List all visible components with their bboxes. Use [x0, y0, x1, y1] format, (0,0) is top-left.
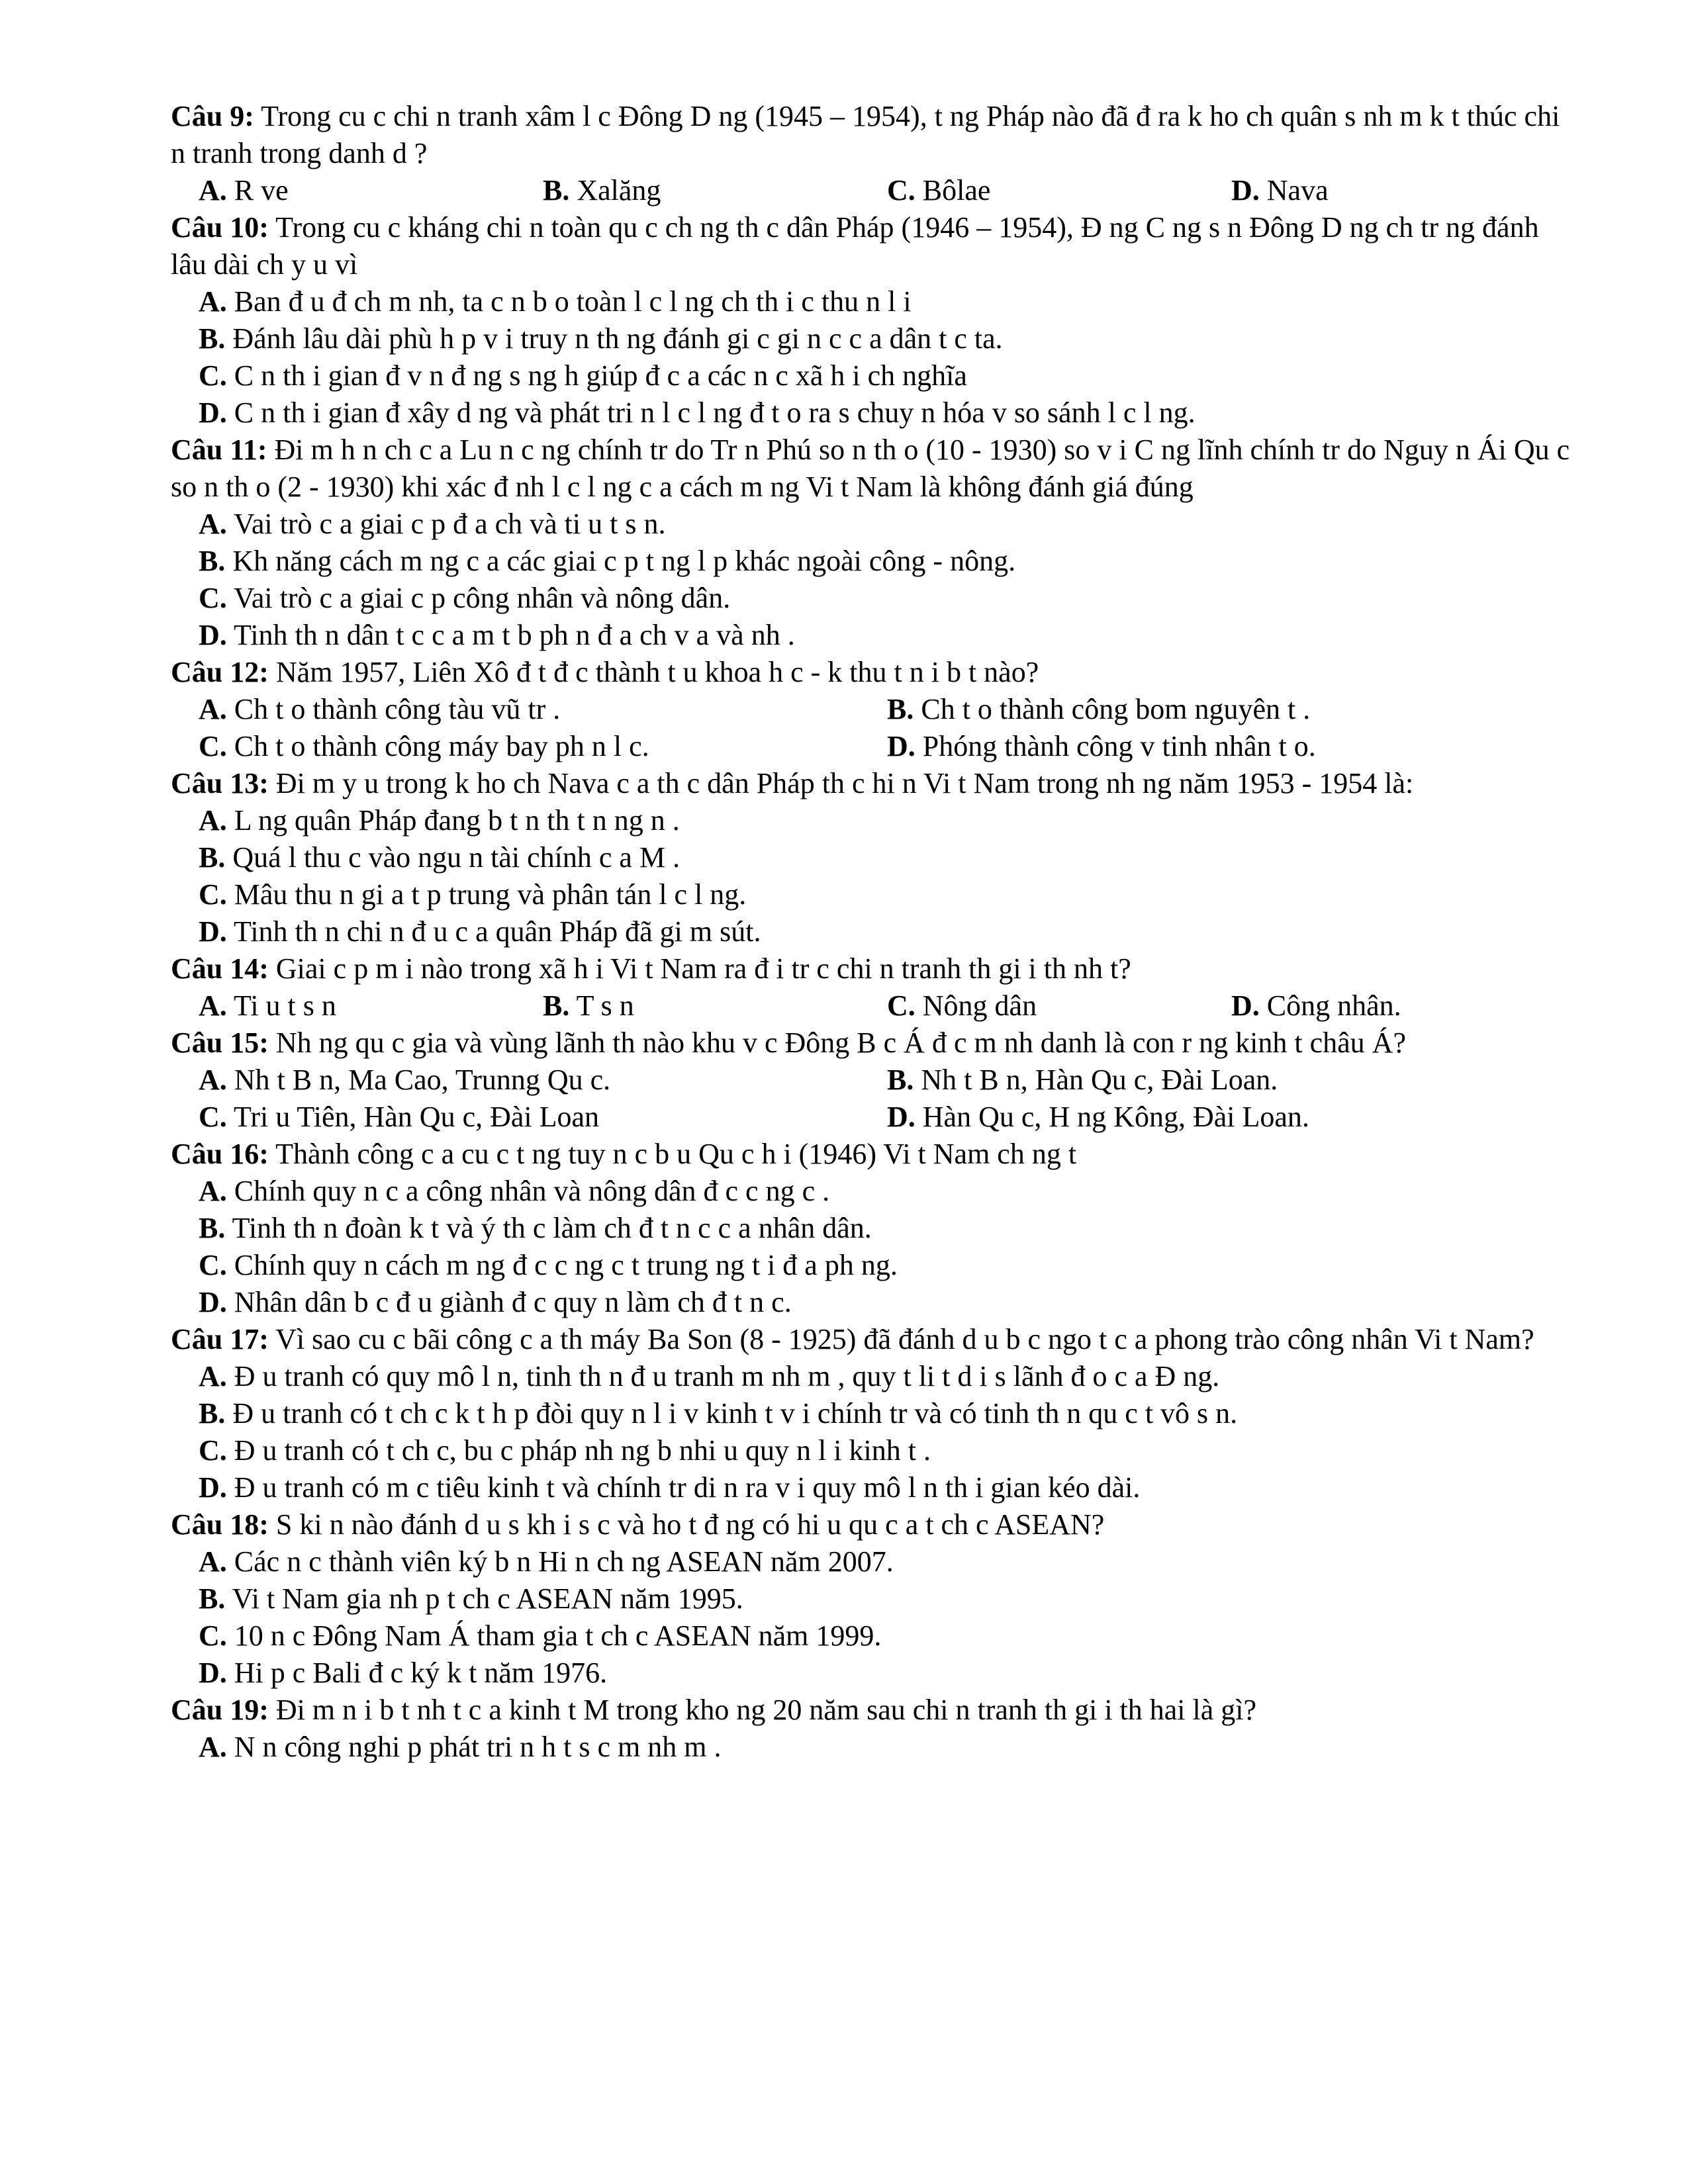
question-label: Câu 19:	[171, 1694, 269, 1726]
answer-option	[199, 1657, 607, 1689]
options-row	[199, 913, 1581, 950]
answer-option	[199, 1212, 872, 1244]
question-label: Câu 18:	[171, 1508, 269, 1541]
option-letter: A.	[199, 1545, 227, 1578]
option-text: Vai trò c a giai c p công nhân và nông dân.	[234, 582, 731, 614]
options-row	[199, 506, 1581, 543]
option-letter: A.	[199, 693, 227, 725]
answer-option	[199, 172, 543, 209]
option-text: Ch t o thành công bom nguyên t .	[921, 693, 1311, 725]
option-letter: B.	[199, 322, 226, 355]
option-letter: C.	[199, 730, 227, 762]
option-text: Kh năng cách m ng c a các giai c p t ng l p khác ngoài công - nông.	[232, 545, 1016, 577]
question-10	[171, 209, 1581, 432]
option-text: Đ u tranh có t ch c k t h p đòi quy n l i v kinh t v i chính tr và có tinh th n qu c t vô s n.	[232, 1397, 1238, 1430]
options-row	[199, 1543, 1581, 1580]
answer-options	[171, 1062, 1581, 1136]
question-stem	[171, 1506, 1581, 1543]
question-text: Trong cu c kháng chi n toàn qu c ch ng th c dân Pháp (1946 – 1954), Đ ng C ng s n Đông D ng ch tr ng đánh lâu dài ch y u vì	[171, 211, 1539, 281]
option-letter: C.	[887, 989, 915, 1022]
option-text: R ve	[234, 174, 289, 206]
option-text: Nhân dân b c đ u giành đ c quy n làm ch đ t n c.	[234, 1286, 792, 1318]
answer-option	[1231, 172, 1329, 209]
question-stem	[171, 1024, 1581, 1062]
option-text: C n th i gian đ v n đ ng s ng h giúp đ c a các n c xã h i ch nghĩa	[234, 359, 967, 392]
answer-options	[171, 172, 1581, 209]
answer-option	[199, 1360, 1219, 1392]
option-text: Đ u tranh có t ch c, bu c pháp nh ng b nhi u quy n l i kinh t .	[234, 1434, 931, 1467]
answer-option	[199, 396, 1196, 429]
question-text: Đi m n i b t nh t c a kinh t M trong kho ng 20 năm sau chi n tranh th gi i th hai là gì?	[275, 1694, 1257, 1726]
options-row	[199, 876, 1581, 913]
answer-option	[199, 987, 543, 1024]
option-letter: D.	[199, 396, 227, 429]
option-text: Ban đ u đ ch m nh, ta c n b o toàn l c l ng ch th i c thu n l i	[234, 285, 912, 318]
option-letter: B.	[199, 1212, 226, 1244]
question-stem	[171, 98, 1581, 172]
answer-option	[543, 172, 887, 209]
option-letter: D.	[199, 619, 227, 651]
option-text: C n th i gian đ xây d ng và phát tri n l c l ng đ t o ra s chuy n hóa v so sánh l c l ng.	[234, 396, 1196, 429]
question-stem	[171, 1321, 1581, 1358]
options-row	[199, 728, 1581, 765]
answer-option	[199, 619, 795, 651]
answer-option	[887, 728, 1316, 765]
question-label: Câu 10:	[171, 211, 269, 244]
question-text: S ki n nào đánh d u s kh i s c và ho t đ ng có hi u qu c a t ch c ASEAN?	[275, 1508, 1105, 1541]
option-letter: B.	[199, 841, 226, 874]
answer-option	[199, 1619, 881, 1652]
option-letter: D.	[199, 915, 227, 948]
option-text: Hàn Qu c, H ng Kông, Đài Loan.	[922, 1101, 1309, 1133]
option-letter: C.	[887, 174, 915, 206]
answer-option	[199, 878, 746, 911]
options-row	[199, 357, 1581, 394]
question-label: Câu 9:	[171, 100, 254, 132]
option-letter: B.	[543, 989, 570, 1022]
answer-options	[171, 1358, 1581, 1506]
options-row	[199, 1173, 1581, 1210]
options-row	[199, 1395, 1581, 1432]
options-row	[199, 320, 1581, 357]
answer-option	[199, 1434, 931, 1467]
question-text: Trong cu c chi n tranh xâm l c Đông D ng (1945 – 1954), t ng Pháp nào đã đ ra k ho ch quân s nh m k t thúc chi n tranh trong danh d ?	[171, 100, 1560, 169]
answer-option	[199, 915, 761, 948]
options-row	[199, 1617, 1581, 1655]
option-text: 10 n c Đông Nam Á tham gia t ch c ASEAN năm 1999.	[234, 1619, 882, 1652]
option-letter: C.	[199, 359, 227, 392]
question-19	[171, 1692, 1581, 1766]
options-row	[199, 1432, 1581, 1469]
answer-option	[199, 1062, 887, 1099]
answer-options	[171, 1543, 1581, 1692]
option-letter: D.	[887, 730, 915, 762]
option-text: Nh t B n, Hàn Qu c, Đài Loan.	[921, 1064, 1278, 1096]
answer-option	[1231, 987, 1401, 1024]
answer-option	[199, 1471, 1140, 1504]
options-row	[199, 617, 1581, 654]
option-text: Vai trò c a giai c p đ a ch và ti u t s n.	[234, 508, 666, 540]
options-row	[199, 987, 1581, 1024]
options-row	[199, 580, 1581, 617]
option-text: Nava	[1266, 174, 1329, 206]
option-letter: D.	[199, 1471, 227, 1504]
question-label: Câu 13:	[171, 767, 269, 799]
option-text: Mâu thu n gi a t p trung và phân tán l c l ng.	[234, 878, 747, 911]
options-row	[199, 1099, 1581, 1136]
question-9	[171, 98, 1581, 209]
option-letter: D.	[199, 1657, 227, 1689]
answer-options	[171, 283, 1581, 432]
question-11	[171, 432, 1581, 654]
question-label: Câu 16:	[171, 1138, 269, 1170]
answer-option	[199, 1249, 898, 1281]
option-text: Đ u tranh có m c tiêu kinh t và chính tr di n ra v i quy mô l n th i gian kéo dài.	[234, 1471, 1141, 1504]
option-text: Ch t o thành công máy bay ph n l c.	[234, 730, 649, 762]
answer-option	[887, 987, 1231, 1024]
options-row	[199, 283, 1581, 320]
option-letter: B.	[887, 693, 914, 725]
question-13	[171, 765, 1581, 950]
option-letter: B.	[199, 1397, 226, 1430]
option-letter: A.	[199, 1731, 227, 1763]
question-14	[171, 950, 1581, 1024]
question-12	[171, 654, 1581, 765]
answer-option	[199, 1099, 887, 1136]
option-text: Xalăng	[577, 174, 661, 206]
answer-option	[887, 1099, 1309, 1136]
question-label: Câu 14:	[171, 952, 269, 985]
answer-option	[199, 1545, 894, 1578]
options-row	[199, 1247, 1581, 1284]
option-text: Bôlae	[922, 174, 991, 206]
option-text: Vi t Nam gia nh p t ch c ASEAN năm 1995.	[232, 1582, 743, 1615]
answer-options	[171, 987, 1581, 1024]
options-row	[199, 394, 1581, 432]
question-text: Năm 1957, Liên Xô đ t đ c thành t u khoa h c - k thu t n i b t nào?	[275, 656, 1039, 688]
option-letter: B.	[199, 1582, 226, 1615]
option-letter: B.	[543, 174, 570, 206]
options-row	[199, 543, 1581, 580]
options-row	[199, 1580, 1581, 1617]
answer-options	[171, 1729, 1581, 1766]
option-text: T s n	[576, 989, 634, 1022]
option-text: Tinh th n chi n đ u c a quân Pháp đã gi m sút.	[234, 915, 761, 948]
options-row	[199, 1729, 1581, 1766]
answer-options	[171, 506, 1581, 654]
question-stem	[171, 765, 1581, 802]
option-letter: A.	[199, 989, 227, 1022]
option-letter: A.	[199, 174, 227, 206]
answer-options	[171, 1173, 1581, 1321]
option-text: Ti u t s n	[234, 989, 336, 1022]
option-letter: D.	[1231, 989, 1260, 1022]
answer-option	[887, 1062, 1278, 1099]
option-letter: C.	[199, 1434, 227, 1467]
option-letter: A.	[199, 285, 227, 318]
option-text: Chính quy n c a công nhân và nông dân đ c c ng c .	[234, 1175, 830, 1207]
question-stem	[171, 209, 1581, 283]
option-text: Các n c thành viên ký b n Hi n ch ng ASEAN năm 2007.	[234, 1545, 894, 1578]
question-label: Câu 15:	[171, 1026, 269, 1059]
option-letter: D.	[199, 1286, 227, 1318]
question-stem	[171, 1136, 1581, 1173]
option-text: Đánh lâu dài phù h p v i truy n th ng đánh gi c gi n c c a dân t c ta.	[232, 322, 1003, 355]
answer-option	[199, 285, 912, 318]
answer-options	[171, 691, 1581, 765]
answer-option	[887, 691, 1310, 728]
option-text: Tinh th n dân t c c a m t b ph n đ a ch v a và nh .	[234, 619, 795, 651]
option-letter: C.	[199, 1101, 227, 1133]
question-text: Thành công c a cu c t ng tuy n c b u Qu c h i (1946) Vi t Nam ch ng t	[275, 1138, 1077, 1170]
answer-option	[199, 728, 887, 765]
option-letter: A.	[199, 804, 227, 837]
option-letter: B.	[199, 545, 226, 577]
question-stem	[171, 654, 1581, 691]
option-letter: D.	[887, 1101, 915, 1133]
options-row	[199, 691, 1581, 728]
option-text: Ch t o thành công tàu vũ tr .	[234, 693, 561, 725]
option-text: Hi p c Bali đ c ký k t năm 1976.	[234, 1657, 608, 1689]
question-15	[171, 1024, 1581, 1136]
options-row	[199, 802, 1581, 839]
options-row	[199, 1062, 1581, 1099]
question-list	[171, 98, 1581, 1766]
answer-option	[199, 841, 680, 874]
answer-options	[171, 802, 1581, 950]
answer-option	[543, 987, 887, 1024]
options-row	[199, 839, 1581, 876]
option-letter: B.	[887, 1064, 914, 1096]
option-letter: D.	[1231, 174, 1260, 206]
option-letter: A.	[199, 508, 227, 540]
answer-option	[199, 1286, 792, 1318]
option-text: Tinh th n đoàn k t và ý th c làm ch đ t n c c a nhân dân.	[232, 1212, 872, 1244]
options-row	[199, 1284, 1581, 1321]
option-letter: C.	[199, 582, 227, 614]
answer-option	[199, 1397, 1237, 1430]
question-text: Đi m y u trong k ho ch Nava c a th c dân Pháp th c hi n Vi t Nam trong nh ng năm 1953 - 1954 là:	[275, 767, 1414, 799]
question-18	[171, 1506, 1581, 1692]
options-row	[199, 172, 1581, 209]
answer-option	[199, 359, 967, 392]
answer-option	[199, 1731, 722, 1763]
option-letter: C.	[199, 1619, 227, 1652]
question-stem	[171, 432, 1581, 506]
answer-option	[199, 545, 1015, 577]
option-text: Chính quy n cách m ng đ c c ng c t trung ng t i đ a ph ng.	[234, 1249, 898, 1281]
question-text: Vì sao cu c bãi công c a th máy Ba Son (8 - 1925) đã đánh d u b c ngo t c a phong trào công nhân Vi t Nam?	[275, 1323, 1534, 1355]
option-text: Nh t B n, Ma Cao, Trunng Qu c.	[234, 1064, 611, 1096]
question-16	[171, 1136, 1581, 1321]
option-letter: C.	[199, 878, 227, 911]
question-label: Câu 12:	[171, 656, 269, 688]
question-17	[171, 1321, 1581, 1506]
option-letter: A.	[199, 1360, 227, 1392]
option-letter: A.	[199, 1064, 227, 1096]
option-text: Quá l thu c vào ngu n tài chính c a M .	[232, 841, 680, 874]
option-text: L ng quân Pháp đang b t n th t n ng n .	[234, 804, 680, 837]
answer-option	[887, 172, 1231, 209]
option-text: Đ u tranh có quy mô l n, tinh th n đ u tranh m nh m , quy t li t d i s lãnh đ o c a Đ ng.	[234, 1360, 1220, 1392]
question-text: Giai c p m i nào trong xã h i Vi t Nam ra đ i tr c chi n tranh th gi i th nh t?	[275, 952, 1131, 985]
answer-option	[199, 804, 680, 837]
answer-option	[199, 1175, 829, 1207]
option-text: Phóng thành công v tinh nhân t o.	[922, 730, 1316, 762]
question-stem	[171, 950, 1581, 987]
answer-option	[199, 691, 887, 728]
question-text: Nh ng qu c gia và vùng lãnh th nào khu v c Đông B c Á đ c m nh danh là con r ng kinh t châu Á?	[275, 1026, 1406, 1059]
answer-option	[199, 508, 665, 540]
option-letter: C.	[199, 1249, 227, 1281]
question-label: Câu 17:	[171, 1323, 269, 1355]
options-row	[199, 1358, 1581, 1395]
answer-option	[199, 322, 1003, 355]
option-text: Tri u Tiên, Hàn Qu c, Đài Loan	[234, 1101, 600, 1133]
option-text: N n công nghi p phát tri n h t s c m nh m .	[234, 1731, 722, 1763]
answer-option	[199, 1582, 743, 1615]
option-text: Nông dân	[922, 989, 1037, 1022]
question-label: Câu 11:	[171, 433, 267, 466]
question-text: Đi m h n ch c a Lu n c ng chính tr do Tr n Phú so n th o (10 - 1930) so v i C ng lĩnh chính tr do Nguy n Ái Qu c so n th o (2 - 1930) khi xác đ nh l c l ng c a cách m ng Vi t Nam là không đánh giá đúng	[171, 433, 1570, 503]
answer-option	[199, 582, 730, 614]
options-row	[199, 1210, 1581, 1247]
options-row	[199, 1469, 1581, 1506]
options-row	[199, 1655, 1581, 1692]
option-letter: A.	[199, 1175, 227, 1207]
option-text: Công nhân.	[1266, 989, 1401, 1022]
question-stem	[171, 1692, 1581, 1729]
